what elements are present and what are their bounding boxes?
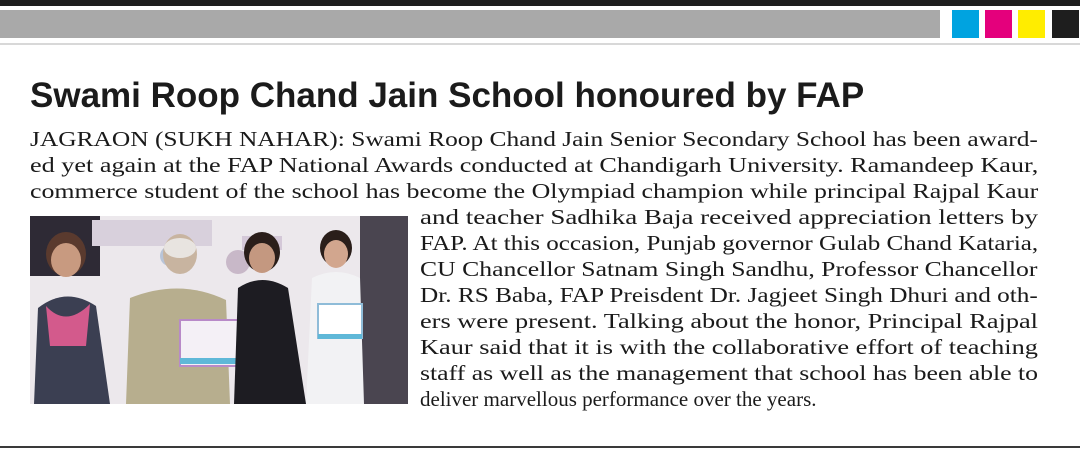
bottom-rule bbox=[0, 446, 1080, 448]
body-line: staff as well as the management that school has been able to bbox=[420, 361, 1039, 385]
header-divider bbox=[0, 43, 1080, 45]
award-ceremony-illustration bbox=[30, 216, 408, 404]
body-line: ers were present. Talking about the honor, Principal Rajpal bbox=[420, 309, 1038, 333]
black-registration-swatch bbox=[1052, 10, 1079, 38]
award-ceremony-photo bbox=[30, 216, 408, 404]
article-headline: Swami Roop Chand Jain School honoured by FAP bbox=[30, 76, 865, 115]
yellow-registration-swatch bbox=[1018, 10, 1045, 38]
body-line: ed yet again at the FAP National Awards conducted at Chandigarh University. Ramandeep Kaur, bbox=[30, 153, 1039, 177]
body-line: FAP. At this occasion, Punjab governor Gulab Chand Kataria, bbox=[420, 231, 1039, 255]
body-line: Dr. RS Baba, FAP Preisdent Dr. Jagjeet Singh Dhuri and oth- bbox=[420, 283, 1038, 307]
masthead-gray-band bbox=[0, 10, 940, 38]
body-line: commerce student of the school has become the Olympiad champion while principal Rajpal Kaur bbox=[30, 179, 1039, 203]
top-rule bbox=[0, 0, 1080, 6]
body-line: deliver marvellous performance over the years. bbox=[420, 387, 817, 411]
body-line: CU Chancellor Satnam Singh Sandhu, Professor Chancellor bbox=[420, 257, 1038, 281]
body-line: and teacher Sadhika Baja received appreciation letters by bbox=[420, 205, 1039, 229]
cyan-registration-swatch bbox=[952, 10, 979, 38]
body-line: Kaur said that it is with the collaborative effort of teaching bbox=[420, 335, 1038, 359]
magenta-registration-swatch bbox=[985, 10, 1012, 38]
body-line: JAGRAON (SUKH NAHAR): Swami Roop Chand Jain Senior Secondary School has been award- bbox=[30, 127, 1038, 151]
